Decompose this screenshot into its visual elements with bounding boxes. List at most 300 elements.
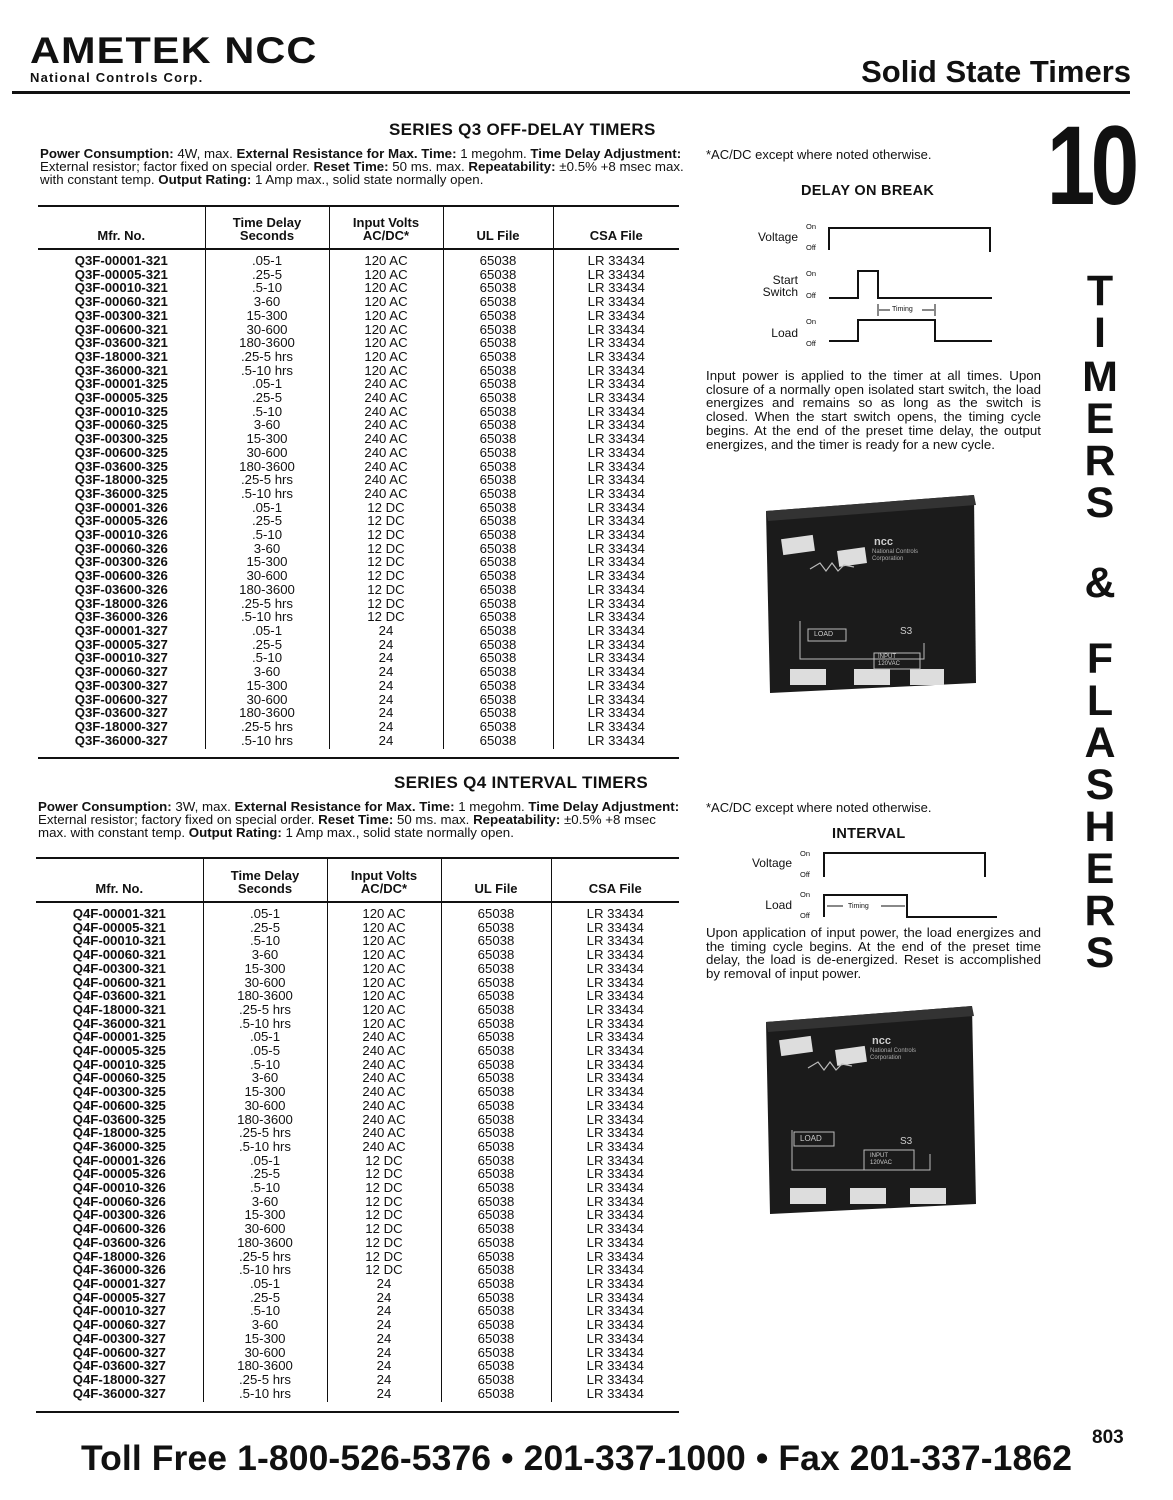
csa-file-cell: LR 33434 xyxy=(551,1277,679,1291)
table-row xyxy=(36,1263,679,1277)
csa-file-cell: LR 33434 xyxy=(553,309,679,323)
time-delay-cell: 15-300 xyxy=(203,1085,327,1099)
mfr-number-cell: Q4F-00010-326 xyxy=(72,1180,166,1196)
input-volts-cell: 120 AC xyxy=(329,281,443,295)
time-delay-cell: .5-10 hrs xyxy=(203,1387,327,1403)
col-header-time-delay: Time Delay Seconds xyxy=(205,206,329,249)
mfr-number-cell: Q3F-03600-327 xyxy=(74,705,168,721)
csa-file-cell: LR 33434 xyxy=(553,501,679,515)
csa-file-cell: LR 33434 xyxy=(551,1195,679,1209)
table-row xyxy=(36,1195,679,1209)
company-name: National Controls Corp. xyxy=(30,70,204,85)
time-delay-cell: 30-600 xyxy=(205,693,329,707)
off-label: Off xyxy=(806,243,816,252)
csa-file-cell: LR 33434 xyxy=(551,1291,679,1305)
ul-file-cell: 65038 xyxy=(441,1373,551,1387)
ul-file-cell: 65038 xyxy=(441,1195,551,1209)
input-volts-cell: 24 xyxy=(327,1387,441,1403)
ul-file-cell: 65038 xyxy=(441,902,551,921)
csa-file-cell: LR 33434 xyxy=(551,1044,679,1058)
input-volts-cell: 240 AC xyxy=(327,1099,441,1113)
mfr-number-cell: Q4F-18000-326 xyxy=(72,1248,166,1264)
mfr-number-cell: Q4F-00005-321 xyxy=(72,919,166,935)
device-input-label: INPUT 120VAC xyxy=(878,654,900,667)
time-delay-cell: .5-10 hrs xyxy=(205,364,329,378)
time-delay-cell: 15-300 xyxy=(203,1332,327,1346)
time-delay-cell: .5-10 hrs xyxy=(203,1140,327,1154)
time-delay-cell: 180-3600 xyxy=(205,336,329,350)
time-delay-cell: .05-1 xyxy=(205,501,329,515)
csa-file-cell: LR 33434 xyxy=(551,1058,679,1072)
time-delay-cell: 30-600 xyxy=(205,569,329,583)
input-volts-cell: 24 xyxy=(329,624,443,638)
on-label: On xyxy=(806,269,817,278)
csa-file-cell: LR 33434 xyxy=(553,295,679,309)
side-tab-letter: M xyxy=(1082,353,1118,401)
time-delay-cell: .25-5 xyxy=(203,1291,327,1305)
mfr-number-cell: Q4F-00600-325 xyxy=(72,1097,166,1113)
ul-file-cell: 65038 xyxy=(441,1304,551,1318)
input-volts-cell: 120 AC xyxy=(329,249,443,268)
ul-file-cell: 65038 xyxy=(441,1044,551,1058)
input-volts-cell: 24 xyxy=(327,1359,441,1373)
ul-file-cell: 65038 xyxy=(443,446,553,460)
csa-file-cell: LR 33434 xyxy=(553,446,679,460)
q3-section-title: SERIES Q3 OFF-DELAY TIMERS xyxy=(389,120,656,139)
csa-file-cell: LR 33434 xyxy=(551,902,679,921)
ul-file-cell: 65038 xyxy=(443,249,553,268)
input-volts-cell: 120 AC xyxy=(327,921,441,935)
mfr-number-cell: Q4F-00001-326 xyxy=(72,1152,166,1168)
table-row xyxy=(36,1222,679,1236)
csa-file-cell: LR 33434 xyxy=(551,1154,679,1168)
table-row xyxy=(38,651,679,665)
table-row xyxy=(38,501,679,515)
csa-file-cell: LR 33434 xyxy=(553,432,679,446)
time-delay-cell: .05-1 xyxy=(203,1030,327,1044)
time-delay-cell: 30-600 xyxy=(205,446,329,460)
mfr-number-cell: Q4F-03600-326 xyxy=(72,1234,166,1250)
mfr-number-cell: Q4F-03600-325 xyxy=(72,1111,166,1127)
input-volts-cell: 240 AC xyxy=(329,391,443,405)
time-delay-cell: .25-5 xyxy=(205,638,329,652)
mfr-number-cell: Q3F-00010-325 xyxy=(74,403,168,419)
mfr-number-cell: Q3F-00005-327 xyxy=(74,636,168,652)
time-delay-cell: 30-600 xyxy=(203,1346,327,1360)
input-volts-cell: 12 DC xyxy=(327,1263,441,1277)
csa-file-cell: LR 33434 xyxy=(551,1003,679,1017)
time-delay-cell: .5-10 xyxy=(205,651,329,665)
time-delay-cell: 180-3600 xyxy=(205,583,329,597)
table-row xyxy=(36,1359,679,1373)
table-row xyxy=(38,268,679,282)
mfr-number-cell: Q3F-00600-327 xyxy=(74,691,168,707)
ul-file-cell: 65038 xyxy=(441,1346,551,1360)
time-delay-cell: 3-60 xyxy=(203,948,327,962)
col-header-input-volts: Input Volts AC/DC* xyxy=(329,206,443,249)
device-mark: S3 xyxy=(900,626,913,637)
ul-file-cell: 65038 xyxy=(443,569,553,583)
input-volts-cell: 24 xyxy=(329,720,443,734)
csa-file-cell: LR 33434 xyxy=(553,610,679,624)
mfr-number-cell: Q3F-00001-327 xyxy=(74,622,168,638)
device-maker: National Controls Corporation xyxy=(872,549,919,562)
time-delay-cell: 180-3600 xyxy=(203,1113,327,1127)
time-delay-cell: 3-60 xyxy=(203,1071,327,1085)
csa-file-cell: LR 33434 xyxy=(553,473,679,487)
input-volts-cell: 24 xyxy=(329,734,443,750)
ul-file-cell: 65038 xyxy=(443,268,553,282)
table-row xyxy=(36,1373,679,1387)
table-row xyxy=(38,281,679,295)
table-row xyxy=(36,1181,679,1195)
table-row xyxy=(36,1017,679,1031)
time-delay-cell: .05-1 xyxy=(203,1154,327,1168)
acdc-note: *AC/DC except where noted otherwise. xyxy=(706,800,932,815)
ul-file-cell: 65038 xyxy=(443,542,553,556)
mfr-number-cell: Q4F-00060-327 xyxy=(72,1317,166,1333)
ul-file-cell: 65038 xyxy=(443,473,553,487)
ul-file-cell: 65038 xyxy=(441,1167,551,1181)
input-volts-cell: 24 xyxy=(329,679,443,693)
table-row xyxy=(36,1003,679,1017)
input-volts-cell: 240 AC xyxy=(329,487,443,501)
mfr-number-cell: Q3F-00300-326 xyxy=(74,554,168,570)
table-row xyxy=(38,514,679,528)
col-header-ul-file: UL File xyxy=(443,206,553,249)
ul-file-cell: 65038 xyxy=(441,1181,551,1195)
input-volts-cell: 120 AC xyxy=(329,323,443,337)
on-label: On xyxy=(800,890,811,899)
ul-file-cell: 65038 xyxy=(441,1291,551,1305)
timing-label: Timing xyxy=(892,306,913,313)
csa-file-cell: LR 33434 xyxy=(551,1071,679,1085)
col-header-mfr: Mfr. No. xyxy=(36,858,203,902)
input-volts-cell: 24 xyxy=(327,1373,441,1387)
csa-file-cell: LR 33434 xyxy=(553,720,679,734)
input-volts-cell: 12 DC xyxy=(327,1208,441,1222)
csa-file-cell: LR 33434 xyxy=(553,638,679,652)
load-waveform xyxy=(829,320,992,341)
csa-file-cell: LR 33434 xyxy=(553,249,679,268)
table-row xyxy=(36,1304,679,1318)
input-volts-cell: 12 DC xyxy=(329,610,443,624)
ul-file-cell: 65038 xyxy=(441,1071,551,1085)
table-row xyxy=(36,1387,679,1403)
ul-file-cell: 65038 xyxy=(443,514,553,528)
table-row xyxy=(38,720,679,734)
input-volts-cell: 24 xyxy=(327,1291,441,1305)
time-delay-cell: .25-5 hrs xyxy=(203,1126,327,1140)
ul-file-cell: 65038 xyxy=(443,432,553,446)
ul-file-cell: 65038 xyxy=(443,583,553,597)
timer-device-image xyxy=(764,1004,978,1216)
table-row xyxy=(36,1332,679,1346)
table-row xyxy=(38,460,679,474)
table-row xyxy=(38,734,679,750)
csa-file-cell: LR 33434 xyxy=(553,281,679,295)
table-row xyxy=(38,569,679,583)
time-delay-cell: .05-1 xyxy=(205,624,329,638)
table-row xyxy=(38,473,679,487)
header-rule xyxy=(12,91,1130,94)
csa-file-cell: LR 33434 xyxy=(553,583,679,597)
interval-description: Upon application of input power, the load energizes and the timing cycle begins. At the end of the preset time delay, the load is de-energized. Reset is accomplished by removal of input power. xyxy=(706,925,1041,982)
time-delay-cell: 3-60 xyxy=(203,1318,327,1332)
q3-timer-table xyxy=(38,205,679,749)
input-volts-cell: 24 xyxy=(329,665,443,679)
csa-file-cell: LR 33434 xyxy=(553,377,679,391)
input-volts-cell: 240 AC xyxy=(329,418,443,432)
side-tab-letter: E xyxy=(1085,395,1115,443)
csa-file-cell: LR 33434 xyxy=(553,651,679,665)
time-delay-cell: 3-60 xyxy=(203,1195,327,1209)
ul-file-cell: 65038 xyxy=(443,309,553,323)
time-delay-cell: .25-5 xyxy=(205,268,329,282)
csa-file-cell: LR 33434 xyxy=(551,1304,679,1318)
csa-file-cell: LR 33434 xyxy=(551,1387,679,1403)
table-row xyxy=(38,487,679,501)
input-volts-cell: 24 xyxy=(327,1277,441,1291)
ul-file-cell: 65038 xyxy=(443,350,553,364)
table-row xyxy=(36,989,679,1003)
side-tab-letter: T xyxy=(1086,267,1114,315)
time-delay-cell: 15-300 xyxy=(205,679,329,693)
table-row xyxy=(36,1099,679,1113)
q4-specifications: Power Consumption: 3W, max. External Resistance for Max. Time: 1 megohm. Time Delay Adjustment: External resistor; factory fixed on special order. Reset Time: 50 ms. max. Repeatability: ±0.5% +8 msec max. with constant temp. Output Rating: 1 Amp max., solid state normally open. xyxy=(38,799,680,840)
table-row xyxy=(38,638,679,652)
ul-file-cell: 65038 xyxy=(443,336,553,350)
time-delay-cell: 30-600 xyxy=(203,976,327,990)
input-volts-cell: 240 AC xyxy=(327,1126,441,1140)
ul-file-cell: 65038 xyxy=(441,1140,551,1154)
mfr-number-cell: Q3F-00005-326 xyxy=(74,513,168,529)
ul-file-cell: 65038 xyxy=(443,295,553,309)
time-delay-cell: .5-10 hrs xyxy=(205,610,329,624)
col-header-csa-file: CSA File xyxy=(551,858,679,902)
col-header-input-volts: Input Volts AC/DC* xyxy=(327,858,441,902)
ul-file-cell: 65038 xyxy=(441,1003,551,1017)
time-delay-cell: .25-5 xyxy=(203,921,327,935)
mfr-number-cell: Q3F-00005-325 xyxy=(74,390,168,406)
ul-file-cell: 65038 xyxy=(441,1250,551,1264)
table-row xyxy=(38,542,679,556)
mfr-number-cell: Q4F-36000-325 xyxy=(72,1138,166,1154)
side-tab-letter: I xyxy=(1094,309,1106,357)
q4-section-title: SERIES Q4 INTERVAL TIMERS xyxy=(394,773,649,792)
ul-file-cell: 65038 xyxy=(441,1387,551,1403)
ul-file-cell: 65038 xyxy=(441,1030,551,1044)
table-row xyxy=(38,446,679,460)
timer-device-image xyxy=(764,493,978,695)
input-volts-cell: 120 AC xyxy=(327,962,441,976)
csa-file-cell: LR 33434 xyxy=(553,460,679,474)
mfr-number-cell: Q3F-00005-321 xyxy=(74,266,168,282)
time-delay-cell: 180-3600 xyxy=(203,1236,327,1250)
table-row xyxy=(38,706,679,720)
ul-file-cell: 65038 xyxy=(441,1318,551,1332)
input-volts-cell: 12 DC xyxy=(329,514,443,528)
input-volts-cell: 12 DC xyxy=(327,1236,441,1250)
csa-file-cell: LR 33434 xyxy=(551,1236,679,1250)
table-row xyxy=(38,624,679,638)
csa-file-cell: LR 33434 xyxy=(551,1030,679,1044)
ul-file-cell: 65038 xyxy=(443,706,553,720)
csa-file-cell: LR 33434 xyxy=(553,350,679,364)
mfr-number-cell: Q3F-00001-325 xyxy=(74,376,168,392)
time-delay-cell: .5-10 xyxy=(203,1181,327,1195)
timing-label: Timing xyxy=(848,903,869,910)
mfr-number-cell: Q3F-00060-325 xyxy=(74,417,168,433)
time-delay-cell: 15-300 xyxy=(203,962,327,976)
on-label: On xyxy=(800,849,811,858)
mfr-number-cell: Q3F-36000-327 xyxy=(74,732,168,748)
csa-file-cell: LR 33434 xyxy=(551,1346,679,1360)
csa-file-cell: LR 33434 xyxy=(553,487,679,501)
ul-file-cell: 65038 xyxy=(443,693,553,707)
csa-file-cell: LR 33434 xyxy=(551,948,679,962)
table-row xyxy=(36,1167,679,1181)
ul-file-cell: 65038 xyxy=(443,597,553,611)
table-row xyxy=(38,555,679,569)
mfr-number-cell: Q4F-36000-326 xyxy=(72,1262,166,1278)
mfr-number-cell: Q4F-00060-325 xyxy=(72,1070,166,1086)
side-tab-letter: R xyxy=(1084,437,1116,485)
table-row xyxy=(36,1291,679,1305)
input-volts-cell: 120 AC xyxy=(329,364,443,378)
side-tab-letter: S xyxy=(1085,479,1115,527)
time-delay-cell: 3-60 xyxy=(205,295,329,309)
input-volts-cell: 24 xyxy=(327,1346,441,1360)
input-volts-cell: 120 AC xyxy=(327,1003,441,1017)
col-header-csa-file: CSA File xyxy=(553,206,679,249)
acdc-note: *AC/DC except where noted otherwise. xyxy=(706,147,932,162)
csa-file-cell: LR 33434 xyxy=(551,921,679,935)
side-tab-letter: E xyxy=(1085,845,1115,893)
csa-file-cell: LR 33434 xyxy=(551,1318,679,1332)
ul-file-cell: 65038 xyxy=(443,734,553,750)
ul-file-cell: 65038 xyxy=(441,1085,551,1099)
time-delay-cell: .5-10 xyxy=(205,281,329,295)
device-load-label: LOAD xyxy=(814,631,834,638)
input-volts-cell: 240 AC xyxy=(327,1044,441,1058)
table-row xyxy=(38,610,679,624)
table-row xyxy=(38,528,679,542)
delay-on-break-title: DELAY ON BREAK xyxy=(801,183,935,199)
csa-file-cell: LR 33434 xyxy=(553,323,679,337)
interval-timing-diagram xyxy=(815,845,1000,921)
table-row xyxy=(38,309,679,323)
time-delay-cell: 180-3600 xyxy=(203,989,327,1003)
input-volts-cell: 120 AC xyxy=(329,268,443,282)
side-tab-letter: S xyxy=(1085,929,1115,977)
csa-file-cell: LR 33434 xyxy=(553,268,679,282)
time-delay-cell: .05-1 xyxy=(203,1277,327,1291)
time-delay-cell: .5-10 xyxy=(203,1058,327,1072)
time-delay-cell: .25-5 hrs xyxy=(205,350,329,364)
time-delay-cell: 15-300 xyxy=(205,555,329,569)
input-volts-cell: 240 AC xyxy=(327,1113,441,1127)
mfr-number-cell: Q4F-00600-327 xyxy=(72,1344,166,1360)
csa-file-cell: LR 33434 xyxy=(553,693,679,707)
time-delay-cell: .25-5 hrs xyxy=(205,473,329,487)
mfr-number-cell: Q4F-00005-326 xyxy=(72,1166,166,1182)
input-volts-cell: 120 AC xyxy=(329,295,443,309)
mfr-number-cell: Q4F-00300-325 xyxy=(72,1084,166,1100)
time-delay-cell: 180-3600 xyxy=(205,460,329,474)
mfr-number-cell: Q3F-00600-326 xyxy=(74,568,168,584)
csa-file-cell: LR 33434 xyxy=(553,391,679,405)
on-label: On xyxy=(806,317,817,326)
mfr-number-cell: Q4F-00005-325 xyxy=(72,1043,166,1059)
mfr-number-cell: Q4F-00010-327 xyxy=(72,1303,166,1319)
ul-file-cell: 65038 xyxy=(443,651,553,665)
voltage-label: Voltage xyxy=(751,856,792,870)
mfr-number-cell: Q4F-00010-325 xyxy=(72,1056,166,1072)
q4-table-bottom-rule xyxy=(36,1411,679,1413)
side-tab-letter: F xyxy=(1086,635,1114,683)
input-volts-cell: 12 DC xyxy=(327,1222,441,1236)
csa-file-cell: LR 33434 xyxy=(553,597,679,611)
col-header-time-delay: Time Delay Seconds xyxy=(203,858,327,902)
time-delay-cell: .5-10 xyxy=(203,1304,327,1318)
table-row xyxy=(38,350,679,364)
ul-file-cell: 65038 xyxy=(443,391,553,405)
table-row xyxy=(36,1250,679,1264)
ul-file-cell: 65038 xyxy=(443,555,553,569)
input-volts-cell: 24 xyxy=(327,1332,441,1346)
ul-file-cell: 65038 xyxy=(443,624,553,638)
delay-on-break-timing-diagram xyxy=(820,218,1000,350)
table-row xyxy=(36,1044,679,1058)
ul-file-cell: 65038 xyxy=(441,1154,551,1168)
input-volts-cell: 24 xyxy=(327,1318,441,1332)
input-volts-cell: 120 AC xyxy=(329,350,443,364)
input-volts-cell: 240 AC xyxy=(327,1030,441,1044)
input-volts-cell: 12 DC xyxy=(329,501,443,515)
input-volts-cell: 12 DC xyxy=(329,555,443,569)
table-row xyxy=(36,1071,679,1085)
csa-file-cell: LR 33434 xyxy=(551,1263,679,1277)
device-load-label: LOAD xyxy=(800,1134,822,1143)
csa-file-cell: LR 33434 xyxy=(553,555,679,569)
csa-file-cell: LR 33434 xyxy=(553,336,679,350)
side-tab-letter: A xyxy=(1084,719,1116,767)
input-volts-cell: 12 DC xyxy=(327,1250,441,1264)
time-delay-cell: 180-3600 xyxy=(205,706,329,720)
csa-file-cell: LR 33434 xyxy=(553,569,679,583)
mfr-number-cell: Q3F-00010-321 xyxy=(74,280,168,296)
input-volts-cell: 120 AC xyxy=(329,309,443,323)
ul-file-cell: 65038 xyxy=(443,487,553,501)
ul-file-cell: 65038 xyxy=(443,405,553,419)
device-maker: National Controls Corporation xyxy=(870,1048,917,1061)
voltage-waveform xyxy=(824,853,985,877)
time-delay-cell: 3-60 xyxy=(205,418,329,432)
mfr-number-cell: Q4F-00300-326 xyxy=(72,1207,166,1223)
csa-file-cell: LR 33434 xyxy=(553,364,679,378)
mfr-number-cell: Q4F-00060-326 xyxy=(72,1193,166,1209)
input-volts-cell: 24 xyxy=(329,706,443,720)
ul-file-cell: 65038 xyxy=(443,281,553,295)
q4-timer-table xyxy=(36,857,679,1402)
csa-file-cell: LR 33434 xyxy=(551,1099,679,1113)
mfr-number-cell: Q4F-03600-327 xyxy=(72,1358,166,1374)
mfr-number-cell: Q3F-36000-326 xyxy=(74,609,168,625)
ul-file-cell: 65038 xyxy=(441,1126,551,1140)
csa-file-cell: LR 33434 xyxy=(551,1222,679,1236)
input-volts-cell: 24 xyxy=(327,1304,441,1318)
